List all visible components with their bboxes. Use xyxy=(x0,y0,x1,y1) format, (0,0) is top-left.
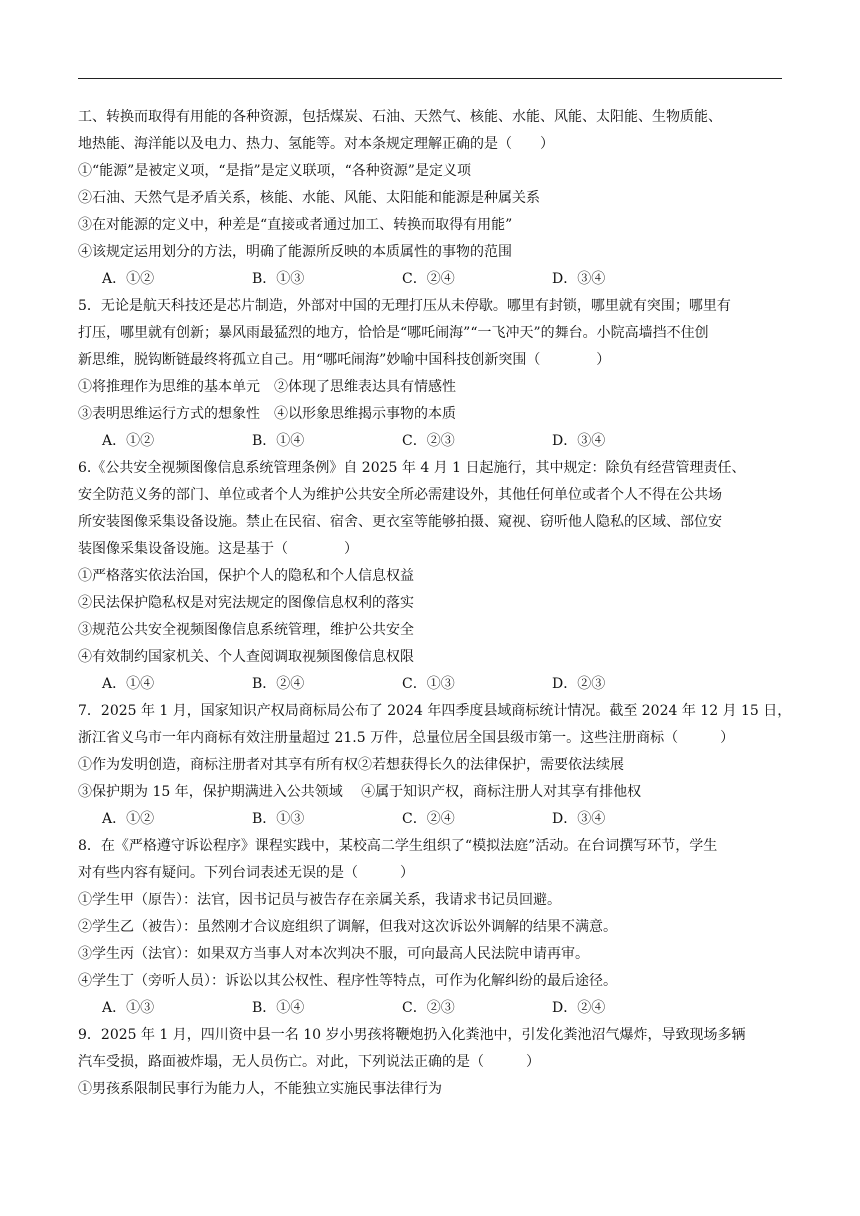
exam-content xyxy=(78,104,792,1103)
text-line: 所安装图像采集设备设施。禁止在民宿、宿舍、更衣室等能够拍摄、窥视、窃听他人隐私的区域、部位安 xyxy=(78,514,722,530)
answer-option: B．①④ xyxy=(252,433,305,449)
text-line: ③学生丙（法官）：如果双方当事人对本次判决不服，可向最高人民法院申请再审。 xyxy=(78,946,589,962)
text-line: 5．无论是航天科技还是芯片制造，外部对中国的无理打压从未停歇。哪里有封锁，哪里就有突围；哪里有 xyxy=(78,298,731,314)
answer-option: D．②④ xyxy=(552,1000,606,1016)
text-line: ④有效制约国家机关、个人查阅调取视频图像信息权限 xyxy=(78,649,414,665)
text-line: 9．2025 年 1 月，四川资中县一名 10 岁小男孩将鞭炮扔入化粪池中，引发化粪池沼气爆炸，导致现场多辆 xyxy=(78,1027,746,1043)
answer-options xyxy=(78,671,782,698)
text-line: ③保护期为 15 年，保护期满进入公共领域 ④属于知识产权，商标注册人对其享有排他权 xyxy=(78,784,642,800)
answer-option: A．①③ xyxy=(102,1000,155,1016)
text-line: 打压，哪里就有创新；暴风雨最猛烈的地方，恰恰是“哪吒闹海”“一飞冲天”的舞台。小院高墙挡不住创 xyxy=(78,325,709,341)
text-line: 装图像采集设备设施。这是基于（ ） xyxy=(78,541,358,557)
text-line: ③规范公共安全视频图像信息系统管理，维护公共安全 xyxy=(78,622,414,638)
answer-option: C．②④ xyxy=(402,271,455,287)
answer-option: D．③④ xyxy=(552,811,606,827)
text-line: ①“能源”是被定义项，“是指”是定义联项，“各种资源”是定义项 xyxy=(78,163,471,179)
text-line: ①将推理作为思维的基本单元 ②体现了思维表达具有情感性 xyxy=(78,379,456,395)
text-line: ②石油、天然气是矛盾关系，核能、水能、风能、太阳能和能源是种属关系 xyxy=(78,190,540,206)
answer-options xyxy=(78,266,782,293)
text-line: 新思维，脱钩断链最终将孤立自己。用“哪吒闹海”妙喻中国科技创新突围（ ） xyxy=(78,352,611,368)
text-line: ③表明思维运行方式的想象性 ④以形象思维揭示事物的本质 xyxy=(78,406,456,422)
text-line: 汽车受损，路面被炸塌，无人员伤亡。对此，下列说法正确的是（ ） xyxy=(78,1054,540,1070)
text-line: 7．2025 年 1 月，国家知识产权局商标局公布了 2024 年四季度县域商标统计情况。截至 2024 年 12 月 15 日， xyxy=(78,703,792,719)
answer-option: A．①② xyxy=(102,433,155,449)
answer-option: B．①③ xyxy=(252,811,305,827)
answer-option: C．①③ xyxy=(402,676,455,692)
text-line: ①作为发明创造，商标注册者对其享有所有权②若想获得长久的法律保护，需要依法续展 xyxy=(78,757,624,773)
answer-option: D．②③ xyxy=(552,676,606,692)
answer-option: C．②③ xyxy=(402,433,455,449)
header-rule xyxy=(78,78,782,79)
text-line: ③在对能源的定义中，种差是“直接或者通过加工、转换而取得有用能” xyxy=(78,217,513,233)
answer-option: A．①② xyxy=(102,271,155,287)
text-line: 地热能、海洋能以及电力、热力、氢能等。对本条规定理解正确的是（ ） xyxy=(78,136,554,152)
text-line: 8．在《严格遵守诉讼程序》课程实践中，某校高二学生组织了“模拟法庭”活动。在台词撰写环节，学生 xyxy=(78,838,718,854)
answer-options xyxy=(78,806,782,833)
answer-option: B．①④ xyxy=(252,1000,305,1016)
answer-options xyxy=(78,995,782,1022)
answer-options xyxy=(78,428,782,455)
text-line: ④学生丁（旁听人员）：诉讼以其公权性、程序性等特点，可作为化解纠纷的最后途径。 xyxy=(78,973,617,989)
answer-option: A．①④ xyxy=(102,676,155,692)
text-line: ②学生乙（被告）：虽然刚才合议庭组织了调解，但我对这次诉讼外调解的结果不满意。 xyxy=(78,919,617,935)
text-line: 浙江省义乌市一年内商标有效注册量超过 21.5 万件，总量位居全国县级市第一。这些注册商标（ ） xyxy=(78,730,735,746)
answer-option: A．①② xyxy=(102,811,155,827)
text-line: ①男孩系限制民事行为能力人，不能独立实施民事法律行为 xyxy=(78,1081,442,1097)
answer-option: B．①③ xyxy=(252,271,305,287)
text-line: ①学生甲（原告）：法官，因书记员与被告存在亲属关系，我请求书记员回避。 xyxy=(78,892,561,908)
text-line: 安全防范义务的部门、单位或者个人为维护公共安全所必需建设外，其他任何单位或者个人不得在公共场 xyxy=(78,487,722,503)
answer-option: D．③④ xyxy=(552,433,606,449)
answer-option: C．②④ xyxy=(402,811,455,827)
answer-option: B．②④ xyxy=(252,676,305,692)
answer-option: D．③④ xyxy=(552,271,606,287)
text-line: 6.《公共安全视频图像信息系统管理条例》自 2025 年 4 月 1 日起施行，其中规定：除负有经营管理责任、 xyxy=(78,460,746,476)
answer-option: C．②③ xyxy=(402,1000,455,1016)
text-line: ①严格落实依法治国，保护个人的隐私和个人信息权益 xyxy=(78,568,414,584)
text-line: ②民法保护隐私权是对宪法规定的图像信息权利的落实 xyxy=(78,595,414,611)
text-line: 工、转换而取得有用能的各种资源，包括煤炭、石油、天然气、核能、水能、风能、太阳能、生物质能、 xyxy=(78,109,722,125)
text-line: 对有些内容有疑问。下列台词表述无误的是（ ） xyxy=(78,865,414,881)
text-line: ④该规定运用划分的方法，明确了能源所反映的本质属性的事物的范围 xyxy=(78,244,512,260)
